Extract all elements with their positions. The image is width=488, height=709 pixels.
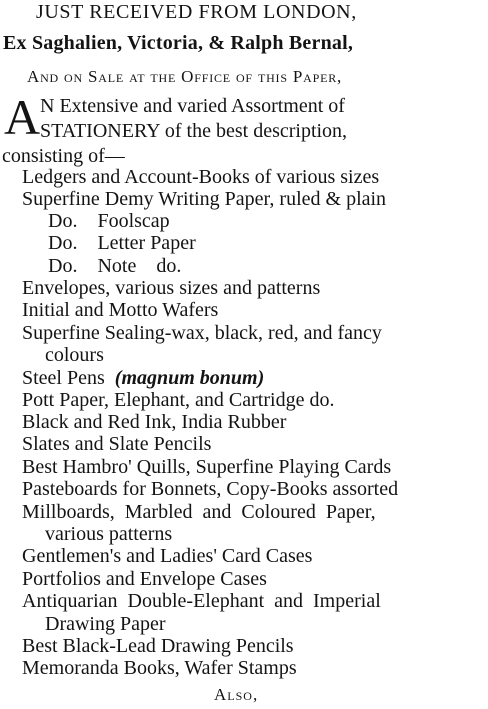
also-label: Also,: [214, 685, 259, 704]
steel-pens-label: Steel Pens: [22, 367, 105, 389]
list-item: Antiquarian Double-Elephant and Imperial: [22, 590, 381, 612]
list-item: Do. Foolscap: [48, 210, 170, 232]
list-item: Portfolios and Envelope Cases: [22, 568, 267, 590]
steel-pens-italic: (magnum bonum): [114, 367, 265, 389]
list-item: Memoranda Books, Wafer Stamps: [22, 657, 297, 679]
list-item: Ledgers and Account-Books of various sizes: [22, 166, 380, 188]
list-item: [22, 368, 264, 388]
header-line-1: JUST RECEIVED FROM LONDON,: [36, 1, 357, 23]
list-item: Black and Red Ink, India Rubber: [22, 411, 287, 433]
list-item: Best Black-Lead Drawing Pencils: [22, 635, 294, 657]
drop-cap: A: [4, 89, 41, 145]
list-item: Do. Letter Paper: [48, 232, 196, 254]
intro-line-1: N Extensive and varied Assortment of: [40, 95, 345, 117]
header-sale-line: And on Sale at the Office of this Paper,: [27, 67, 343, 86]
list-item: Do. Note do.: [48, 255, 182, 277]
list-item: Superfine Sealing-wax, black, red, and fancy: [22, 322, 382, 344]
list-item: various patterns: [45, 523, 173, 545]
list-item: Drawing Paper: [45, 613, 166, 635]
list-item: colours: [45, 344, 104, 366]
list-item: Millboards, Marbled and Coloured Paper,: [22, 501, 376, 523]
list-item: Initial and Motto Wafers: [22, 299, 219, 321]
list-item: Gentlemen's and Ladies' Card Cases: [22, 545, 313, 567]
list-item: Superfine Demy Writing Paper, ruled & plain: [22, 188, 387, 210]
list-item: Best Hambro' Quills, Superfine Playing Cards: [22, 456, 392, 478]
intro-line-3: consisting of—: [2, 145, 125, 167]
list-item: Envelopes, various sizes and patterns: [22, 277, 321, 299]
header-ships-line: Ex Saghalien, Victoria, & Ralph Bernal,: [3, 32, 354, 54]
list-item: Slates and Slate Pencils: [22, 433, 212, 455]
intro-line-2: STATIONERY of the best description,: [40, 120, 348, 142]
list-item: Pott Paper, Elephant, and Cartridge do.: [22, 389, 335, 411]
list-item: Pasteboards for Bonnets, Copy-Books assorted: [22, 478, 399, 500]
